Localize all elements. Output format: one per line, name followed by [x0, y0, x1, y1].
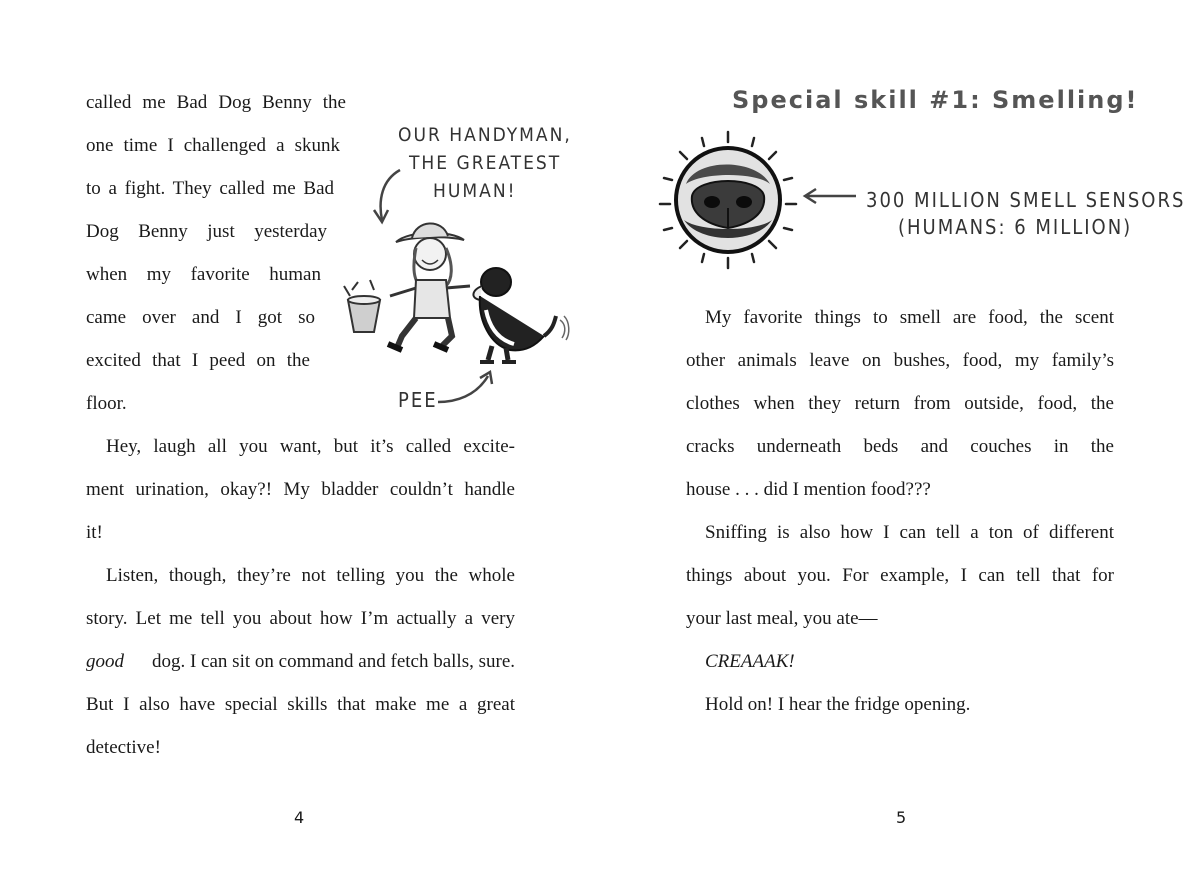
text-line: Sniffing is also how I can tell a ton of different	[705, 522, 1114, 543]
text-line: Dog Benny just yesterday	[86, 221, 327, 242]
text-line: But I also have special skills that make me a great	[86, 694, 515, 715]
page-number: 4	[294, 808, 305, 827]
caption-handyman-line: THE GREATEST	[409, 152, 562, 174]
text-line: Hold on! I hear the fridge opening.	[705, 694, 971, 715]
text-line: called me Bad Dog Benny the	[86, 92, 346, 113]
text-line: story. Let me tell you about how I’m actually a very	[86, 608, 515, 629]
handyman-dog-illustration	[330, 140, 580, 430]
sound-effect: CREAAAK!	[705, 651, 795, 672]
text-line: house . . . did I mention food???	[686, 479, 931, 500]
emphasis-good: good	[86, 651, 124, 672]
right-page	[600, 0, 1200, 872]
text-segment: dog. I can sit on command and fetch balls, sure.	[147, 651, 515, 672]
text-line: to a fight. They called me Bad	[86, 178, 334, 199]
caption-pee: PEE	[398, 388, 438, 412]
text-line: ment urination, okay?! My bladder couldn’t handle	[86, 479, 515, 500]
text-line: came over and I got so	[86, 307, 315, 328]
text-line	[86, 651, 515, 673]
text-line: My favorite things to smell are food, the scent	[705, 307, 1114, 328]
text-line: Listen, though, they’re not telling you the whole	[106, 565, 515, 586]
text-line: Hey, laugh all you want, but it’s called excite-	[106, 436, 515, 457]
text-line: your last meal, you ate—	[686, 608, 878, 629]
page-number: 5	[896, 808, 907, 827]
text-line: when my favorite human	[86, 264, 321, 285]
text-line: clothes when they return from outside, food, the	[686, 393, 1114, 414]
dog-nose-icon	[656, 128, 800, 272]
text-line: cracks underneath beds and couches in the	[686, 436, 1114, 457]
caption-handyman-line: OUR HANDYMAN,	[398, 124, 572, 146]
text-line: other animals leave on bushes, food, my family’s	[686, 350, 1114, 371]
nose-caption-line: (HUMANS: 6 MILLION)	[898, 215, 1133, 239]
text-line: floor.	[86, 393, 127, 414]
arrow-icon	[800, 186, 860, 206]
text-line: excited that I peed on the	[86, 350, 310, 371]
section-title: Special skill #1: Smelling!	[732, 86, 1139, 114]
nose-caption-line: 300 MILLION SMELL SENSORS	[866, 188, 1186, 212]
text-line: one time I challenged a skunk	[86, 135, 340, 156]
text-line: things about you. For example, I can tell that for	[686, 565, 1114, 586]
caption-handyman-line: HUMAN!	[433, 180, 517, 202]
text-line: it!	[86, 522, 103, 543]
text-line: detective!	[86, 737, 161, 758]
